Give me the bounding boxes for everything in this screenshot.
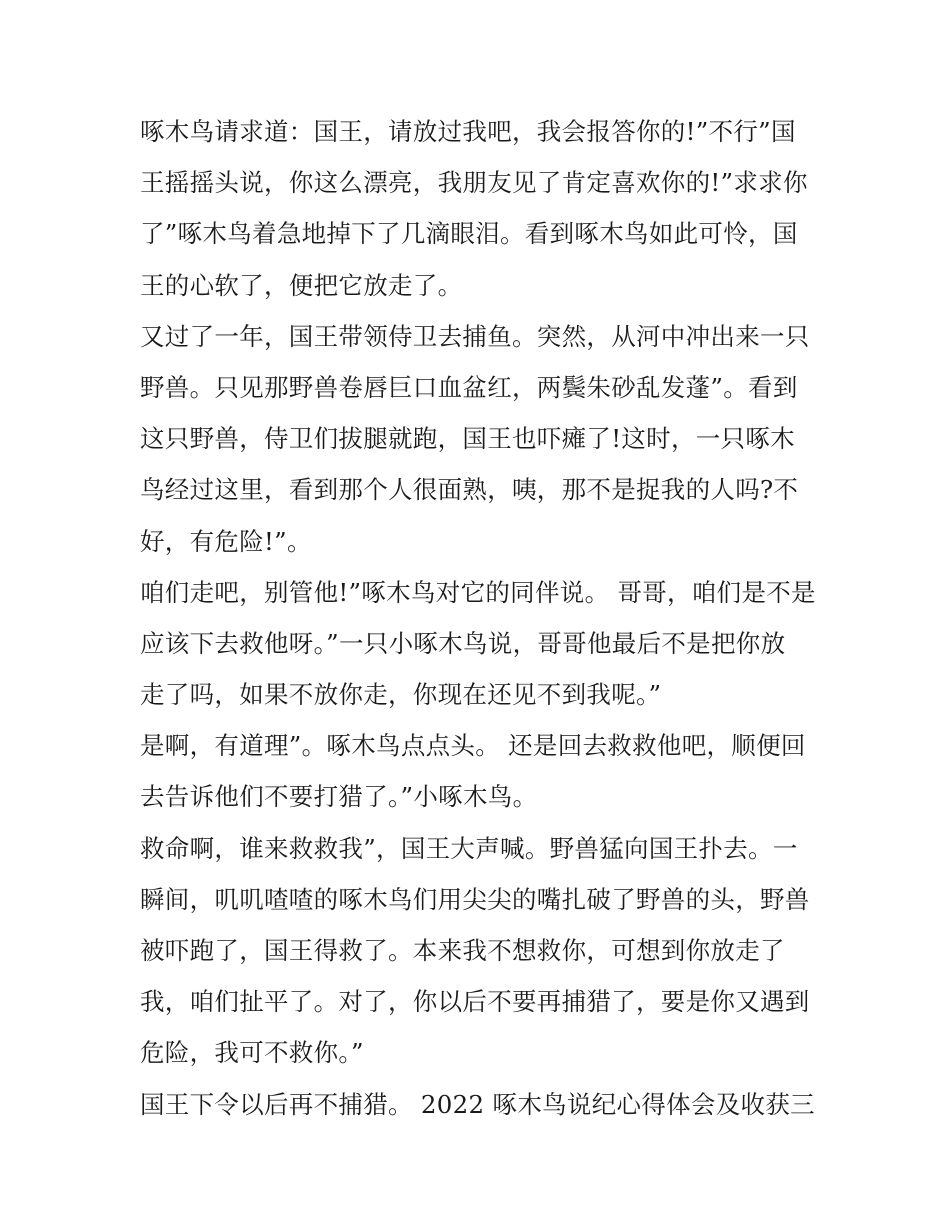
text-line: 野兽。只见那野兽卷唇巨口血盆红，两鬓朱砂乱发蓬”。看到 (140, 372, 798, 402)
text-line: 我，咱们扯平了。对了，你以后不要再捕猎了，要是你又遇到 (140, 987, 810, 1017)
text-line: 危险，我可不救你。” (140, 1038, 364, 1068)
text-line: 瞬间，叽叽喳喳的啄木鸟们用尖尖的嘴扎破了野兽的头，野兽 (140, 884, 810, 914)
text-line: 鸟经过这里，看到那个人很面熟，咦，那不是捉我的人吗?不 (140, 475, 799, 505)
text-line: 是啊，有道理”。啄木鸟点点头。 还是回去救救他吧，顺便回 (140, 731, 806, 761)
text-line: 王摇摇头说，你这么漂亮，我朋友见了肯定喜欢你的!”求求你 (140, 168, 808, 198)
text-line: 王的心软了，便把它放走了。 (140, 270, 463, 300)
text-line: 走了吗，如果不放你走，你现在还见不到我呢。” (140, 680, 662, 710)
text-line: 应该下去救他呀。”一只小啄木鸟说，哥哥他最后不是把你放 (140, 628, 786, 658)
text-line: 被吓跑了，国王得救了。本来我不想救你，可想到你放走了 (140, 936, 785, 965)
text-line: 国王下令以后再不捕猎。 2022 啄木鸟说纪心得体会及收获三 (140, 1089, 815, 1119)
text-line: 救命啊，谁来救救我”，国王大声喊。野兽猛向国王扑去。一 (140, 833, 798, 863)
text-line: 了”啄木鸟着急地掉下了几滴眼泪。看到啄木鸟如此可怜，国 (140, 219, 798, 249)
text-line: 又过了一年，国王带领侍卫去捕鱼。突然，从河中冲出来一只 (140, 321, 810, 351)
text-line: 啄木鸟请求道：国王，请放过我吧，我会报答你的!”不行”国 (140, 117, 796, 146)
text-line: 这只野兽，侍卫们拔腿就跑，国王也吓瘫了!这时，一只啄木 (140, 424, 795, 454)
text-line: 好，有危险!”。 (140, 526, 312, 556)
document-body (140, 106, 820, 1130)
text-line: 去告诉他们不要打猎了。”小啄木鸟。 (140, 782, 538, 812)
text-line: 咱们走吧，别管他!”啄木鸟对它的同伴说。 哥哥，咱们是不是 (140, 577, 816, 607)
